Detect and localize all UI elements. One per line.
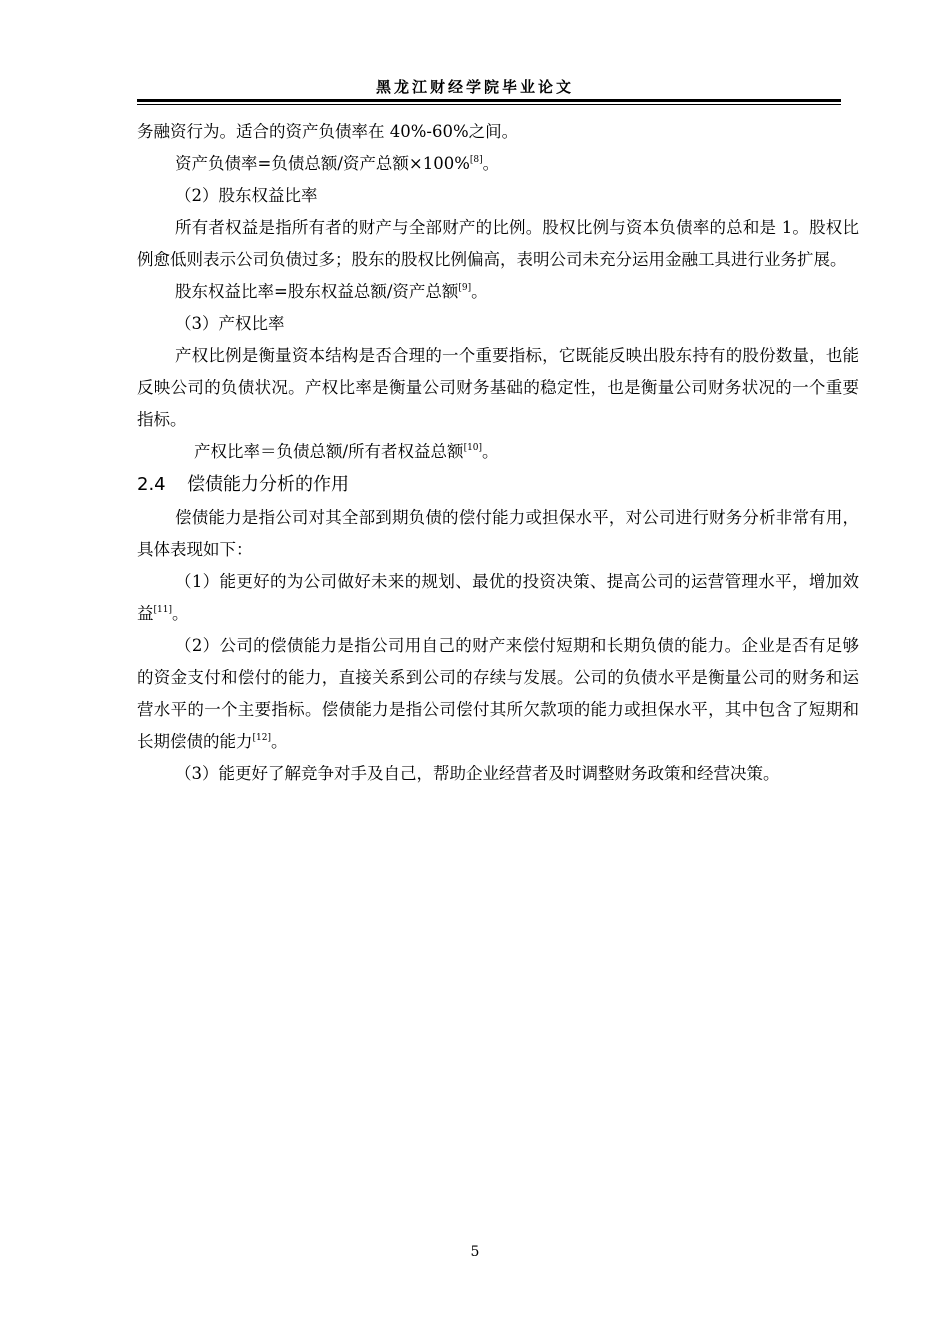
formula-tail: 。 xyxy=(482,442,499,461)
paragraph-text: （2）公司的偿债能力是指公司用自己的财产来偿付短期和长期负债的能力。企业是否有足够的资金支付和偿付的能力，直接关系到公司的存续与发展。公司的负债水平是衡量公司的财务和运营水平的一个主要指标。偿债能力是指公司偿付其所欠款项的能力或担保水平，其中包含了短期和长期偿债的能力 xyxy=(137,636,859,751)
section-heading xyxy=(137,468,859,502)
formula-equity-ratio xyxy=(137,276,859,308)
formula-tail: 。 xyxy=(471,282,488,301)
header-rule-thick xyxy=(137,99,841,102)
subheading-property-ratio: （3）产权比率 xyxy=(175,314,285,333)
paragraph-solvency-point-1 xyxy=(137,566,859,630)
paragraph-equity-ratio: 所有者权益是指所有者的财产与全部财产的比例。股权比例与资本负债率的总和是 1。股权比例愈低则表示公司负债过多；股东的股权比例偏高，表明公司未充分运用金融工具进行业务扩展。 xyxy=(137,218,859,269)
paragraph-property-ratio: 产权比例是衡量资本结构是否合理的一个重要指标，它既能反映出股东持有的股份数量，也能反映公司的负债状况。产权比率是衡量公司财务基础的稳定性，也是衡量公司财务状况的一个重要指标。 xyxy=(137,346,859,429)
formula-debt-ratio xyxy=(137,148,859,180)
formula-text: 股东权益比率=股东权益总额/资产总额 xyxy=(175,282,459,301)
subheading-equity-ratio: （2）股东权益比率 xyxy=(175,186,318,205)
citation-ref: [12] xyxy=(252,733,271,743)
formula-text: 产权比率＝负债总额/所有者权益总额 xyxy=(194,442,464,461)
header-title: 黑龙江财经学院毕业论文 xyxy=(375,78,574,96)
section-number: 2.4 xyxy=(137,474,166,495)
paragraph-tail: 。 xyxy=(171,604,189,623)
page-number: 5 xyxy=(470,1244,480,1260)
page-content xyxy=(137,116,859,790)
paragraph-solvency-intro: 偿债能力是指公司对其全部到期负债的偿付能力或担保水平，对公司进行财务分析非常有用，具体表现如下： xyxy=(137,508,859,559)
header-rule-thin xyxy=(137,104,841,105)
paragraph-solvency-point-3: （3）能更好了解竞争对手及自己，帮助企业经营者及时调整财务政策和经营决策。 xyxy=(175,764,780,783)
section-title: 偿债能力分析的作用 xyxy=(187,474,349,495)
citation-ref: [11] xyxy=(153,605,172,615)
paragraph-continuation: 务融资行为。适合的资产负债率在 40%-60%之间。 xyxy=(137,122,519,141)
paragraph-text: （1）能更好的为公司做好未来的规划、最优的投资决策、提高公司的运营管理水平，增加效益 xyxy=(137,572,859,623)
formula-text: 资产负债率=负债总额/资产总额×100% xyxy=(175,154,470,173)
citation-ref: [9] xyxy=(458,283,472,293)
formula-property-ratio xyxy=(137,436,859,468)
paragraph-solvency-point-2 xyxy=(137,630,859,758)
citation-ref: [8] xyxy=(469,155,483,165)
formula-tail: 。 xyxy=(482,154,500,173)
paragraph-tail: 。 xyxy=(270,732,288,751)
citation-ref: [10] xyxy=(463,443,483,453)
